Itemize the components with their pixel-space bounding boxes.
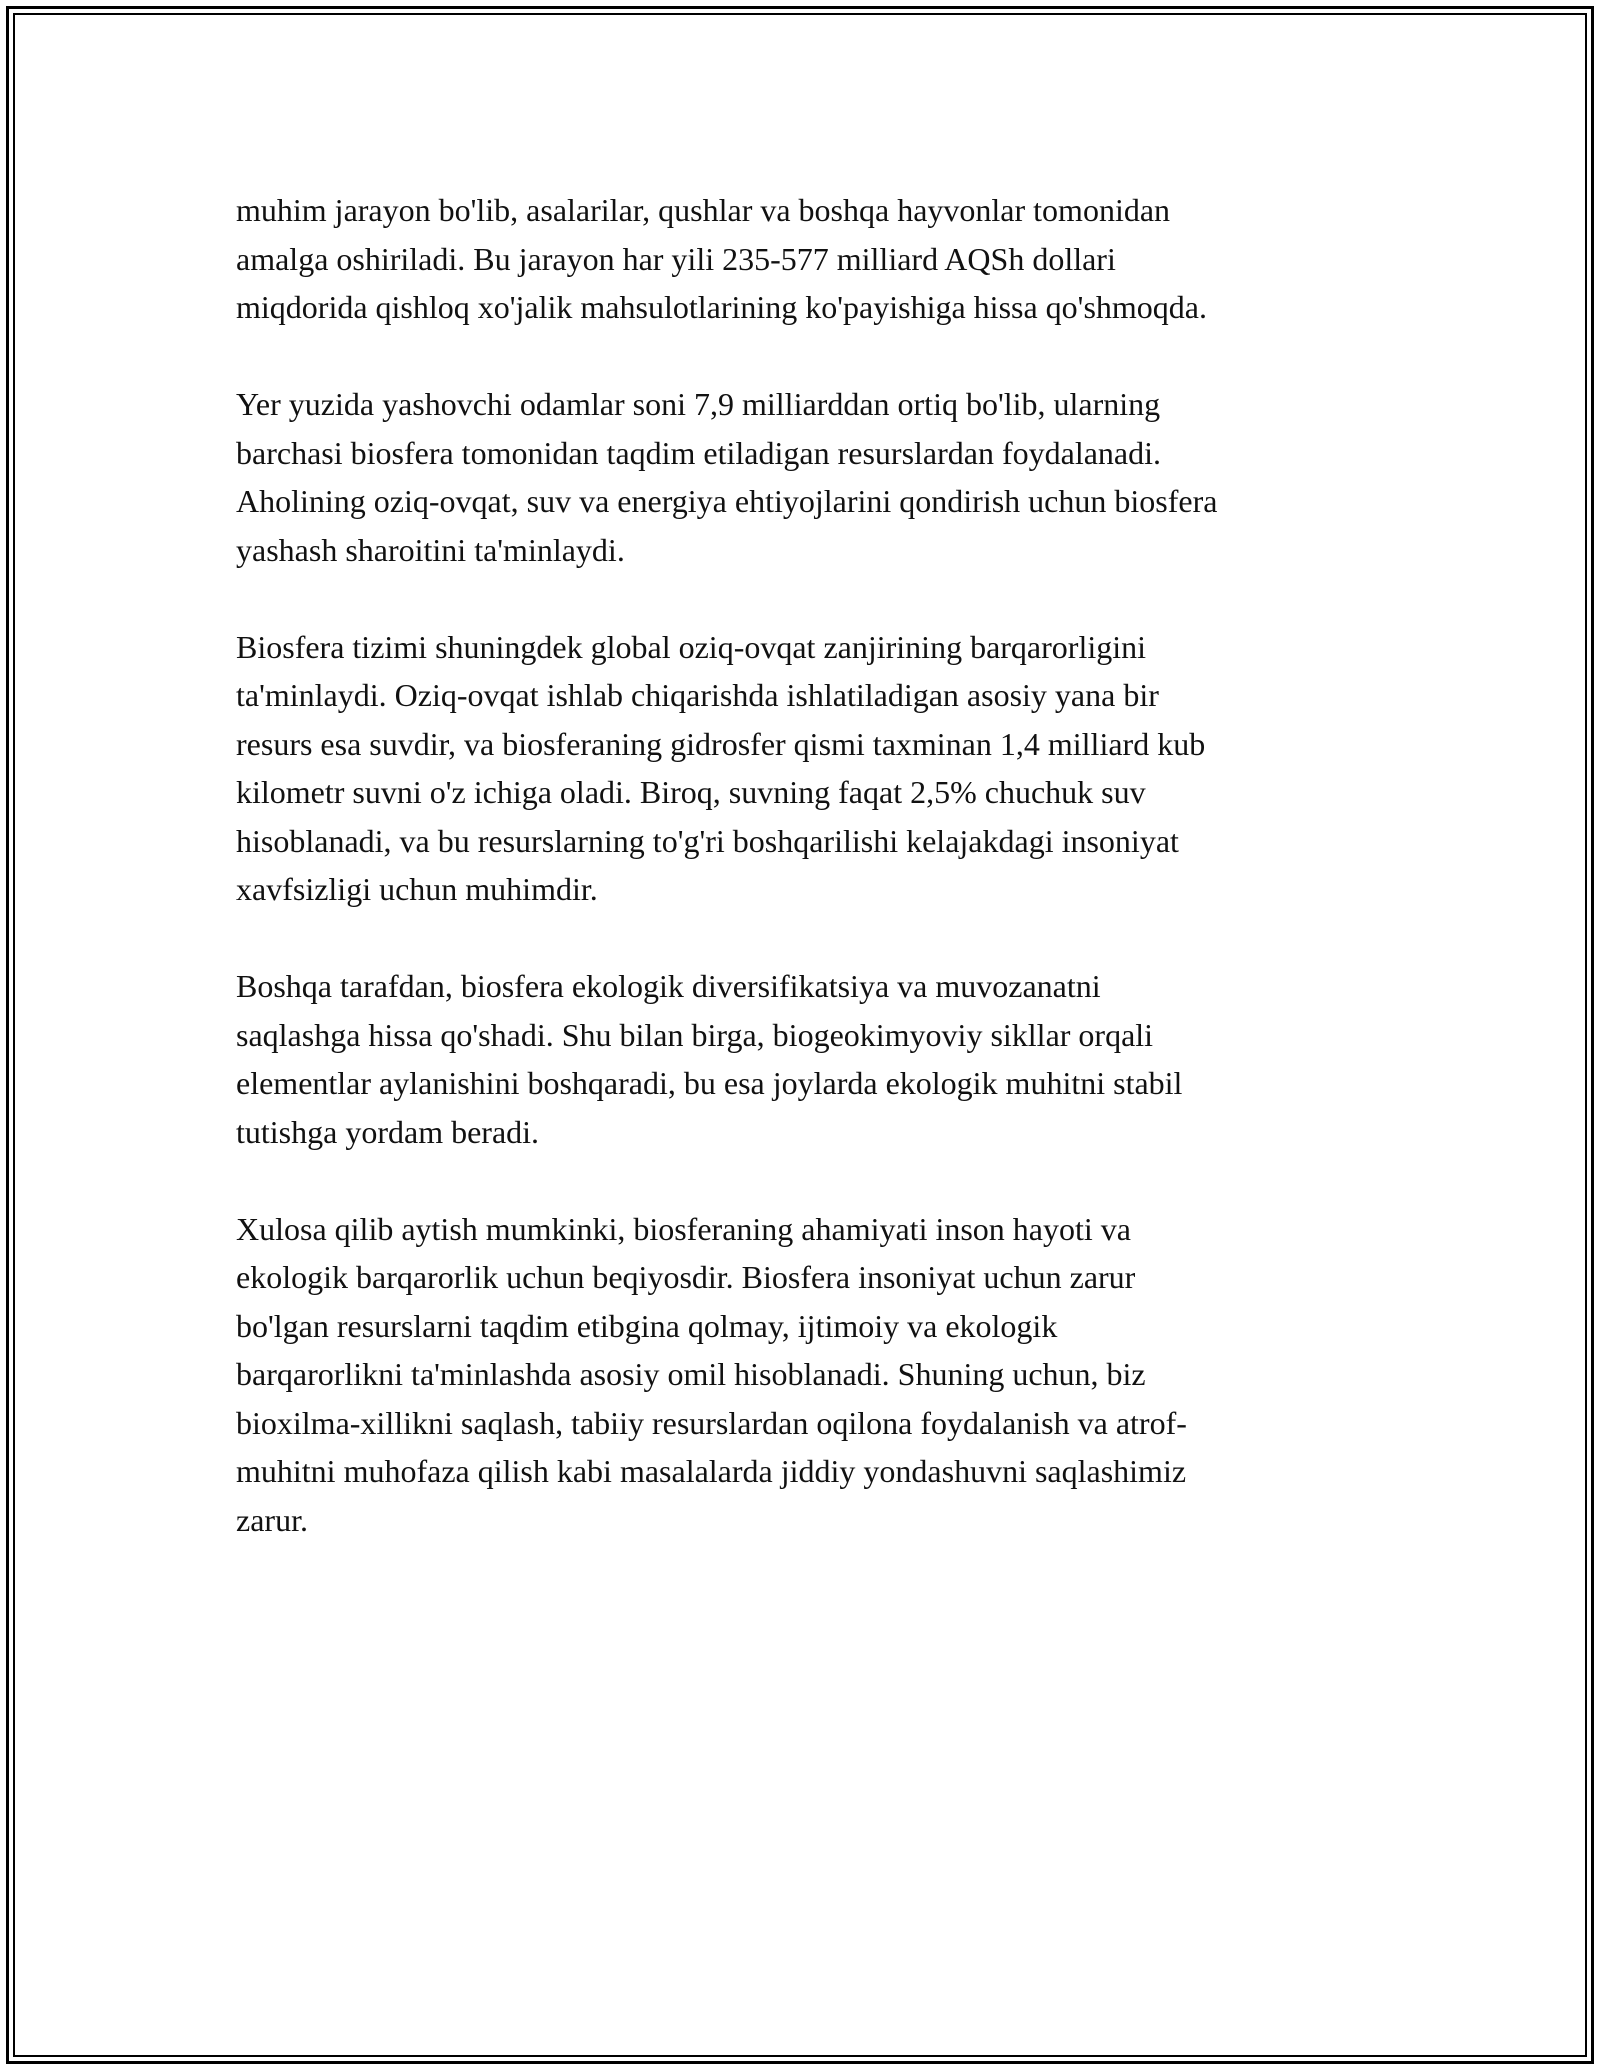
text-line: Yer yuzida yashovchi odamlar soni 7,9 milliarddan ortiq bo'lib, ularning — [236, 386, 1161, 422]
text-line: miqdorida qishloq xo'jalik mahsulotlarining ko'payishiga hissa qo'shmoqda. — [236, 289, 1207, 325]
text-line: amalga oshiriladi. Bu jarayon har yili 235-577 milliard AQSh dollari — [236, 240, 1116, 277]
text-line: xavfsizligi uchun muhimdir. — [236, 871, 598, 907]
text-line: ekologik barqarorlik uchun beqiyosdir. Biosfera insoniyat uchun zarur — [236, 1259, 1136, 1295]
paragraph-gap — [236, 332, 1366, 381]
text-line: muhitni muhofaza qilish kabi masalalarda jiddiy yondashuvni saqlashimiz — [236, 1453, 1187, 1489]
text-line: Xulosa qilib aytish mumkinki, biosferaning ahamiyati inson hayoti va — [236, 1210, 1131, 1247]
text-line: tutishga yordam beradi. — [236, 1113, 540, 1150]
text-line: bo'lgan resurslarni taqdim etibgina qolmay, ijtimoiy va ekologik — [236, 1307, 1058, 1344]
paragraph — [236, 186, 1366, 332]
paragraph — [236, 962, 1366, 1156]
text-line: Aholining oziq-ovqat, suv va energiya ehtiyojlarini qondirish uchun biosfera — [236, 483, 1218, 519]
paragraph-gap — [236, 914, 1366, 963]
paragraph-gap — [236, 1156, 1366, 1205]
text-line: bioxilma-xillikni saqlash, tabiiy resurslardan oqilona foydalanish va atrof- — [236, 1404, 1187, 1441]
paragraph — [236, 1205, 1366, 1545]
text-line: saqlashga hissa qo'shadi. Shu bilan birga, biogeokimyoviy sikllar orqali — [236, 1016, 1154, 1053]
text-line: ta'minlaydi. Oziq-ovqat ishlab chiqarishda ishlatiladigan asosiy yana bir — [236, 677, 1159, 713]
text-line: muhim jarayon bo'lib, asalarilar, qushlar va boshqa hayvonlar tomonidan — [236, 192, 1171, 228]
text-line: elementlar aylanishini boshqaradi, bu esa joylarda ekologik muhitni stabil — [236, 1065, 1183, 1101]
text-line: barqarorlikni ta'minlashda asosiy omil hisoblanadi. Shuning uchun, biz — [236, 1356, 1146, 1392]
document-body — [236, 186, 1366, 1544]
text-line: resurs esa suvdir, va biosferaning gidrosfer qismi taxminan 1,4 milliard kub — [236, 725, 1206, 762]
paragraph-gap — [236, 574, 1366, 623]
text-line: Biosfera tizimi shuningdek global oziq-ovqat zanjirining barqarorligini — [236, 628, 1146, 665]
text-line: barchasi biosfera tomonidan taqdim etiladigan resurslardan foydalanadi. — [236, 434, 1162, 471]
text-line: zarur. — [236, 1501, 308, 1538]
paragraph — [236, 623, 1366, 914]
text-line: yashash sharoitini ta'minlaydi. — [236, 531, 625, 568]
paragraph — [236, 380, 1366, 574]
text-line: kilometr suvni o'z ichiga oladi. Biroq, suvning faqat 2,5% chuchuk suv — [236, 774, 1146, 810]
text-line: hisoblanadi, va bu resurslarning to'g'ri boshqarilishi kelajakdagi insoniyat — [236, 822, 1179, 859]
text-line: Boshqa tarafdan, biosfera ekologik diversifikatsiya va muvozanatni — [236, 968, 1101, 1004]
